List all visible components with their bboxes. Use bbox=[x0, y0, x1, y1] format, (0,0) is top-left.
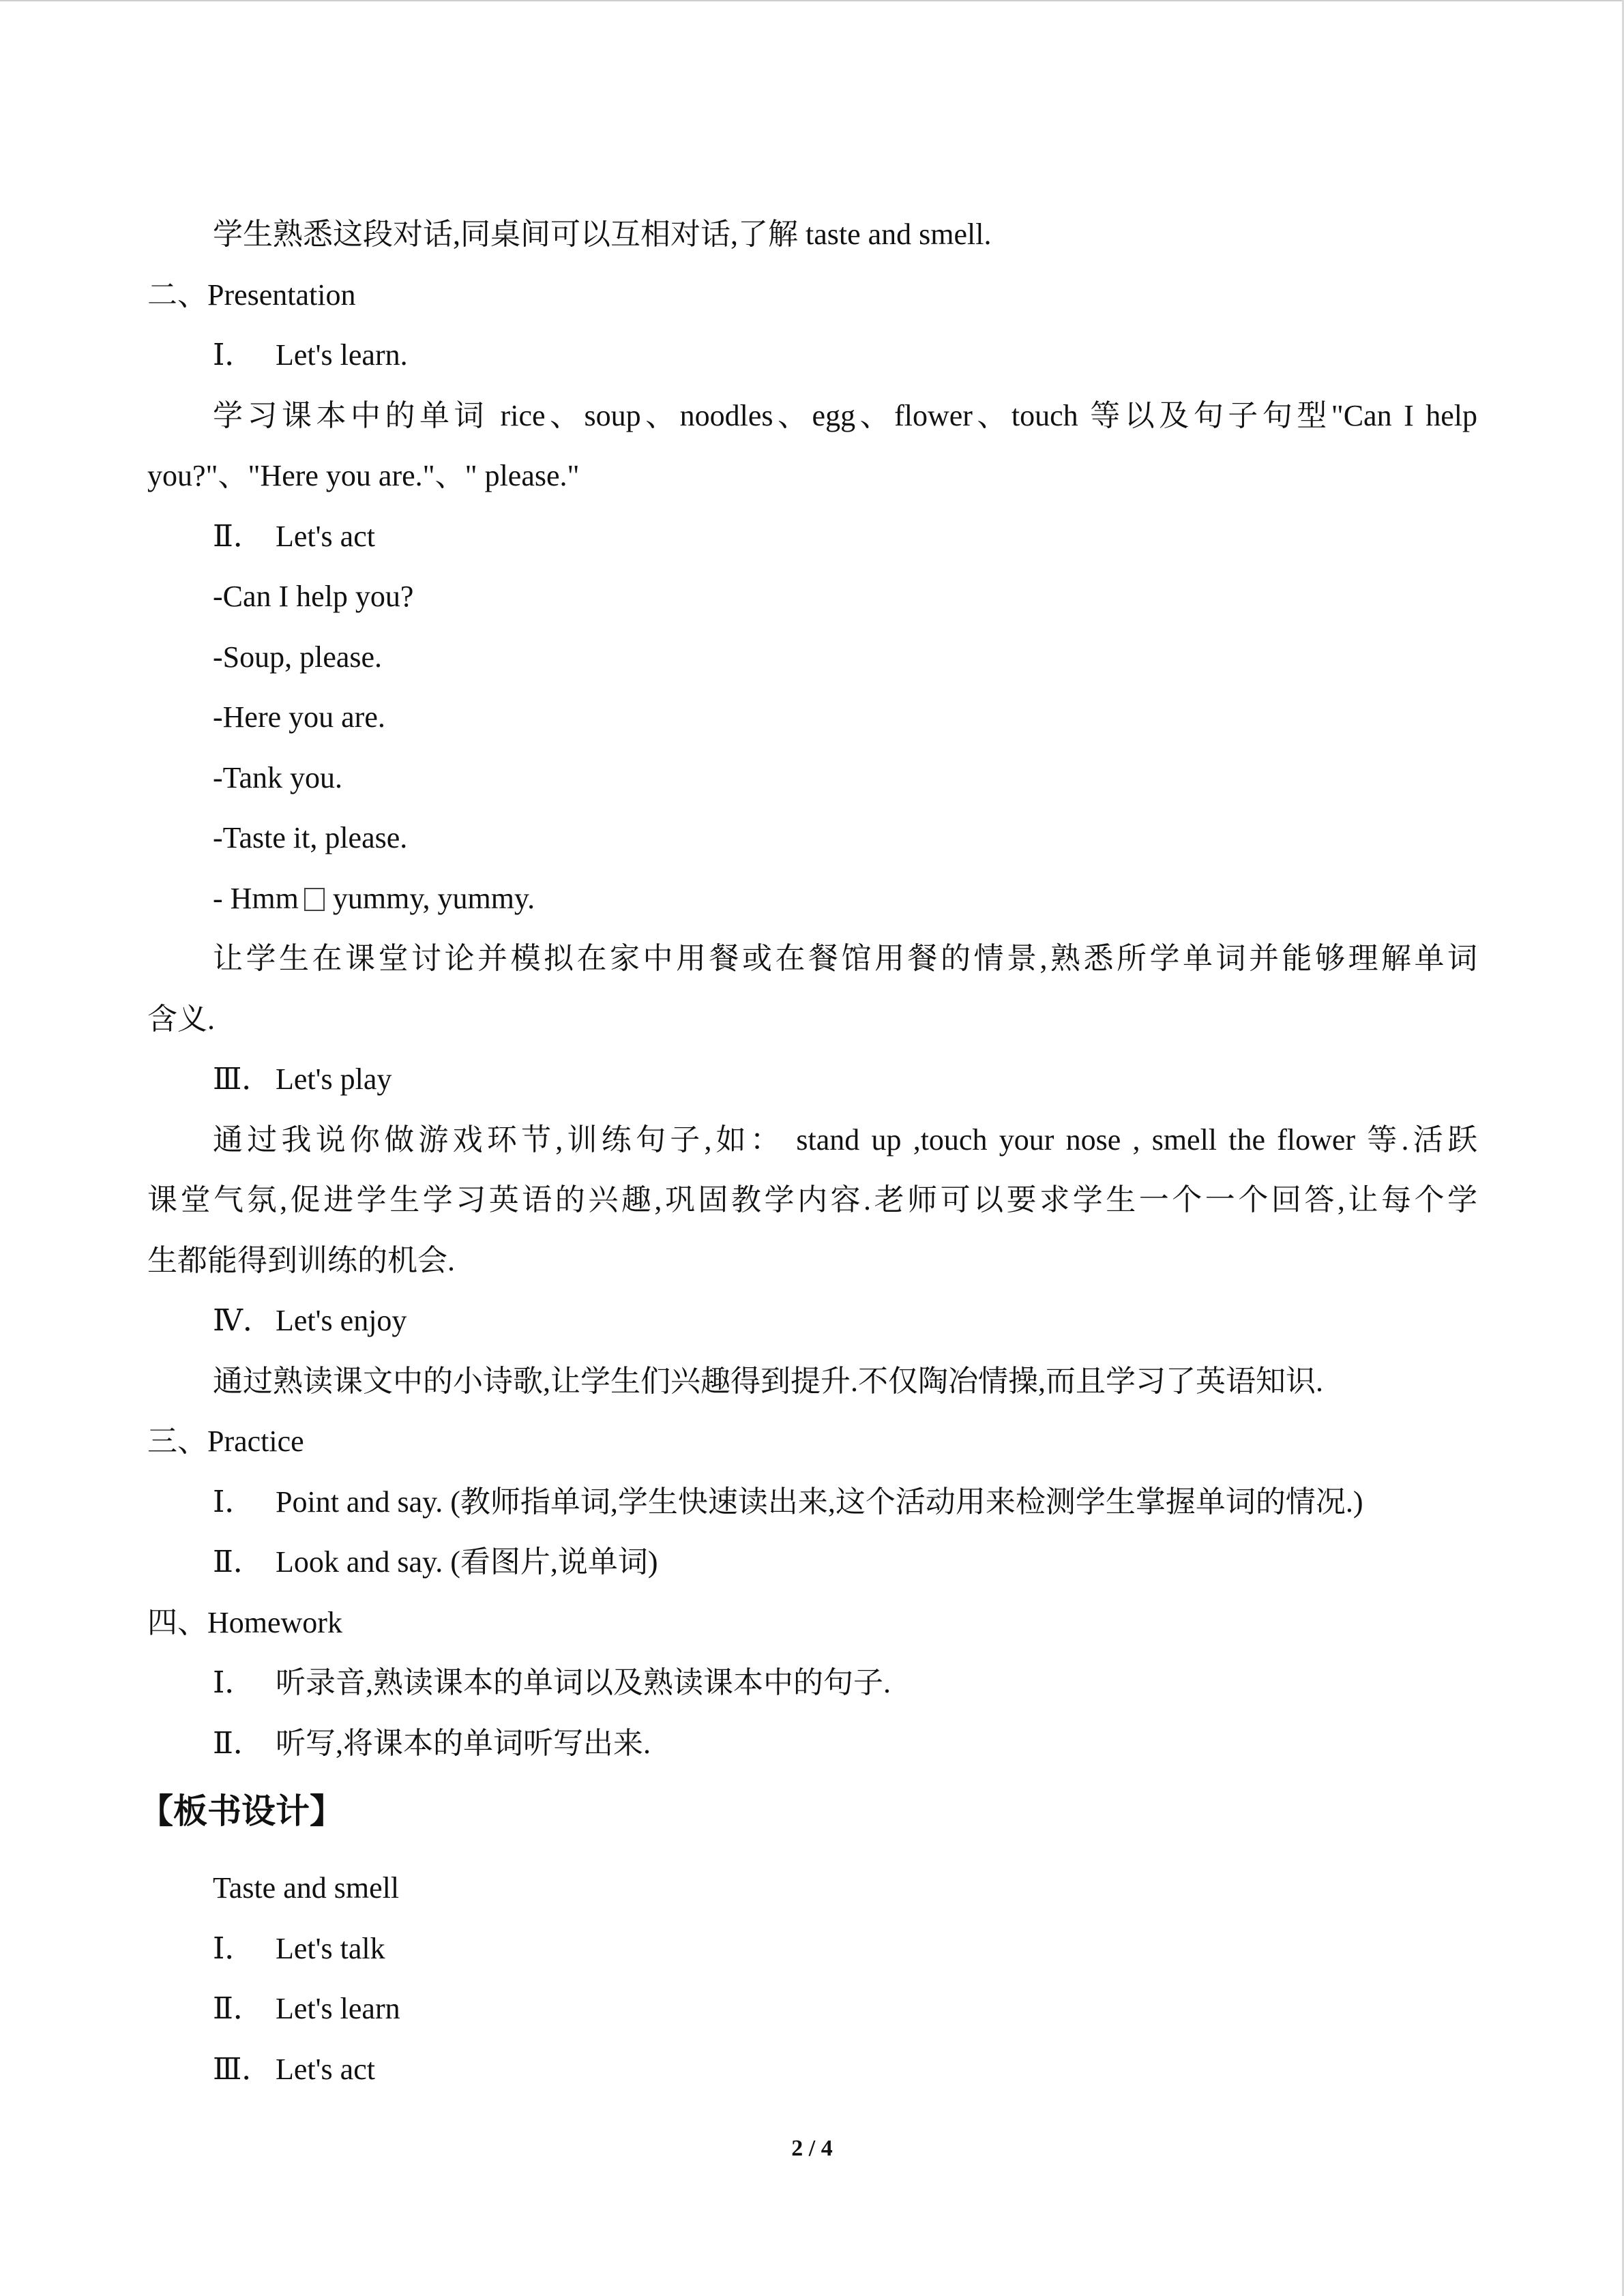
practice-item-text: Look and say. (看图片,说单词) bbox=[276, 1545, 658, 1579]
section-heading-practice: 三、Practice bbox=[147, 1425, 304, 1458]
roman-numeral: Ⅰ． bbox=[213, 1666, 255, 1699]
board-item-text: Let's talk bbox=[276, 1931, 385, 1965]
dialogue-line: -Taste it, please. bbox=[213, 821, 408, 854]
practice-item bbox=[147, 1532, 1477, 1593]
act-paragraph-line-2: 含义. bbox=[147, 1002, 215, 1036]
subheading-text: Let's learn. bbox=[276, 338, 408, 372]
homework-item-text: 听写,将课本的单词听写出来. bbox=[276, 1726, 651, 1760]
board-item-text: Let's learn bbox=[276, 1992, 400, 2025]
subheading-lets-act bbox=[147, 507, 1477, 567]
board-item bbox=[147, 1979, 1477, 2040]
section-heading-board-design: 【板书设计】 bbox=[139, 1791, 344, 1831]
learn-paragraph-line-2: you?"、"Here you are."、" please." bbox=[147, 459, 580, 492]
homework-item bbox=[147, 1714, 1477, 1774]
roman-numeral: Ⅰ． bbox=[213, 1931, 255, 1965]
practice-item-text: Point and say. (教师指单词,学生快速读出来,这个活动用来检测学生掌握单词的情况.) bbox=[276, 1485, 1363, 1519]
enjoy-paragraph: 通过熟读课文中的小诗歌,让学生们兴趣得到提升.不仅陶冶情操,而且学习了英语知识. bbox=[213, 1364, 1323, 1398]
board-item bbox=[147, 1919, 1477, 1980]
subheading-text: Let's enjoy bbox=[276, 1304, 407, 1337]
roman-numeral: Ⅱ． bbox=[213, 1545, 263, 1579]
roman-numeral: Ⅱ． bbox=[213, 1726, 263, 1760]
dialogue-line: -Can I help you? bbox=[213, 580, 414, 613]
learn-paragraph-line-1: 学习课本中的单词 rice、soup、noodles、egg、flower、touch 等以及句子句型"Can I help bbox=[213, 398, 1477, 432]
board-title: Taste and smell bbox=[213, 1871, 400, 1905]
roman-numeral: Ⅳ． bbox=[213, 1304, 273, 1337]
roman-numeral: Ⅲ． bbox=[213, 2052, 272, 2086]
dialogue-text: - Hmm bbox=[213, 881, 299, 915]
document-body bbox=[139, 205, 1477, 2100]
dialogue-line: -Tank you. bbox=[213, 760, 342, 794]
subheading-text: Let's play bbox=[276, 1062, 392, 1096]
board-item bbox=[147, 2040, 1477, 2100]
subheading-text: Let's act bbox=[276, 519, 375, 553]
dialogue-line: -Here you are. bbox=[213, 700, 385, 734]
roman-numeral: Ⅰ． bbox=[213, 338, 255, 372]
practice-item bbox=[147, 1472, 1477, 1533]
intro-paragraph: 学生熟悉这段对话,同桌间可以互相对话,了解 taste and smell. bbox=[213, 218, 992, 251]
subheading-lets-play bbox=[147, 1049, 1477, 1110]
board-item-text: Let's act bbox=[276, 2052, 375, 2086]
homework-item-text: 听录音,熟读课本的单词以及熟读课本中的句子. bbox=[276, 1666, 891, 1699]
play-paragraph-line-2: 课堂气氛,促进学生学习英语的兴趣,巩固教学内容.老师可以要求学生一个一个回答,让每个学 bbox=[147, 1183, 1477, 1217]
subheading-lets-enjoy bbox=[147, 1291, 1477, 1352]
dialogue-line: -Soup, please. bbox=[213, 640, 383, 674]
heading-spacer bbox=[147, 1849, 1477, 1858]
roman-numeral: Ⅱ． bbox=[213, 519, 263, 553]
homework-item bbox=[147, 1653, 1477, 1714]
section-heading-homework: 四、Homework bbox=[147, 1605, 342, 1639]
roman-numeral: Ⅱ． bbox=[213, 1992, 263, 2025]
subheading-lets-learn bbox=[147, 325, 1477, 386]
act-paragraph-line-1: 让学生在课堂讨论并模拟在家中用餐或在餐馆用餐的情景,熟悉所学单词并能够理解单词 bbox=[213, 942, 1477, 975]
section-heading-presentation: 二、Presentation bbox=[147, 278, 356, 312]
roman-numeral: Ⅰ． bbox=[213, 1485, 255, 1519]
page-number: 2 / 4 bbox=[791, 2136, 833, 2161]
roman-numeral: Ⅲ． bbox=[213, 1062, 272, 1096]
play-paragraph-line-3: 生都能得到训练的机会. bbox=[147, 1243, 455, 1277]
top-border bbox=[0, 0, 1624, 1]
dialogue-line-last bbox=[147, 869, 1477, 929]
dialogue-text: yummy, yummy. bbox=[332, 881, 535, 915]
missing-glyph-box bbox=[304, 888, 325, 911]
play-paragraph-line-1: 通过我说你做游戏环节,训练句子,如： stand up ,touch your nose , smell the flower 等.活跃 bbox=[213, 1122, 1477, 1157]
